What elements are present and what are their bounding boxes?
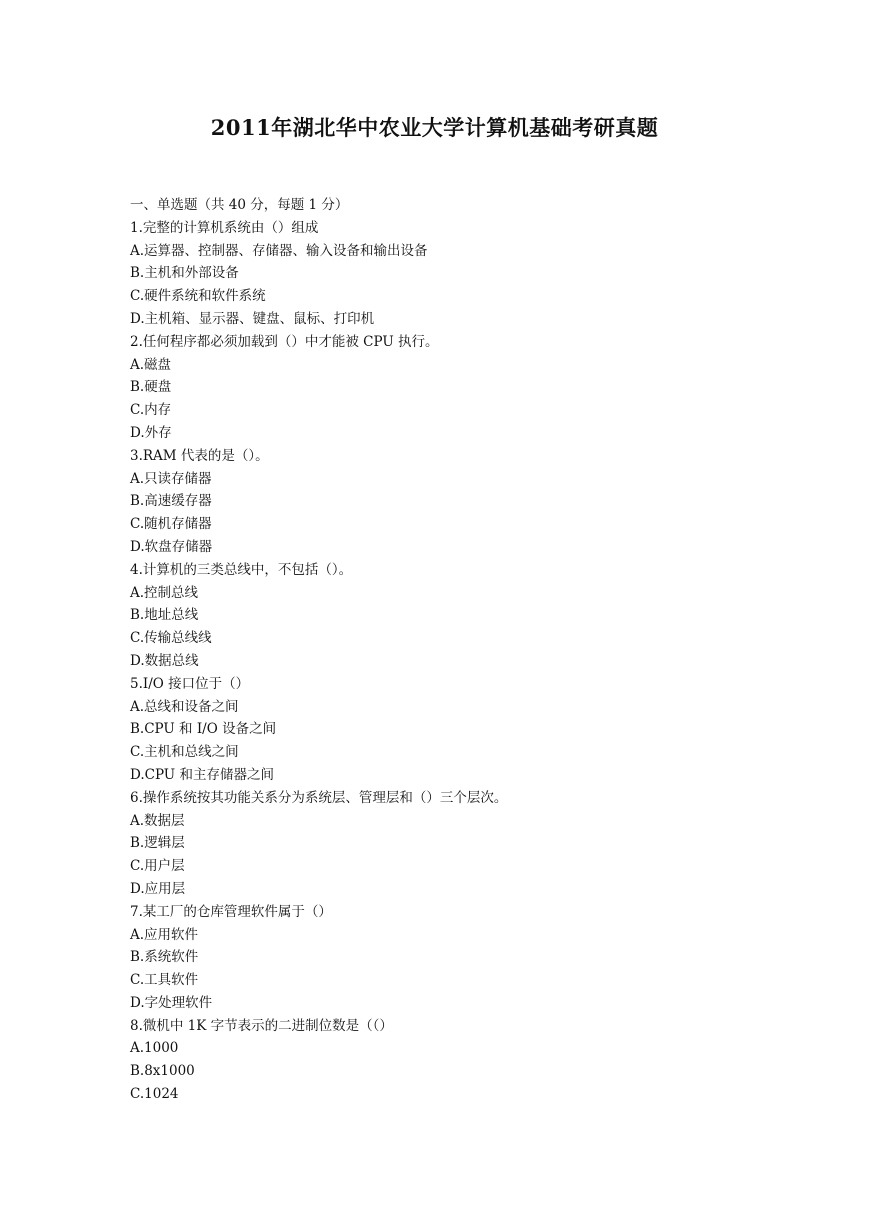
question-stem: 2.任何程序都必须加载到（）中才能被 CPU 执行。 — [130, 333, 439, 350]
option-d: D.CPU 和主存储器之间 — [130, 766, 274, 783]
option-b: B.高速缓存器 — [130, 493, 212, 510]
option-b: B.8x1000 — [130, 1063, 195, 1080]
option-d: D.主机箱、显示器、键盘、鼠标、打印机 — [130, 310, 375, 327]
question-7 — [130, 901, 750, 1015]
question-list — [130, 194, 750, 1106]
option-b: B.主机和外部设备 — [130, 265, 239, 282]
section-heading: 一、单选题（共 40 分，每题 1 分） — [130, 197, 349, 213]
option-d: D.数据总线 — [130, 652, 199, 669]
option-a: A.控制总线 — [130, 584, 199, 601]
option-b: B.逻辑层 — [130, 835, 185, 852]
question-8 — [130, 1015, 750, 1106]
option-d: D.外存 — [130, 424, 172, 441]
option-a: A.应用软件 — [130, 926, 199, 943]
option-b: B.系统软件 — [130, 949, 199, 966]
option-d: D.字处理软件 — [130, 994, 213, 1011]
option-d: D.软盘存储器 — [130, 538, 213, 555]
option-a: A.数据层 — [130, 812, 185, 829]
question-4 — [130, 559, 750, 673]
option-a: A.总线和设备之间 — [130, 698, 239, 715]
page-title: 2011年湖北华中农业大学计算机基础考研真题 — [210, 115, 659, 140]
question-stem: 7.某工厂的仓库管理软件属于（） — [130, 903, 332, 920]
option-c: C.主机和总线之间 — [130, 744, 239, 761]
question-stem: 4.计算机的三类总线中，不包括（）。 — [130, 561, 353, 578]
option-c: C.用户层 — [130, 858, 185, 875]
option-b: B.CPU 和 I/O 设备之间 — [130, 721, 277, 738]
question-stem: 6.操作系统按其功能关系分为系统层、管理层和（）三个层次。 — [130, 789, 508, 806]
question-5 — [130, 673, 750, 787]
option-c: C.工具软件 — [130, 972, 199, 989]
option-a: A.只读存储器 — [130, 470, 212, 487]
question-stem: 1.完整的计算机系统由（）组成 — [130, 219, 319, 236]
question-2 — [130, 331, 750, 445]
question-6 — [130, 787, 750, 901]
question-1 — [130, 217, 750, 331]
option-a: A.磁盘 — [130, 356, 172, 373]
option-a: A.运算器、控制器、存储器、输入设备和输出设备 — [130, 242, 428, 259]
option-c: C.硬件系统和软件系统 — [130, 288, 266, 305]
option-c: C.传输总线线 — [130, 630, 212, 647]
option-b: B.地址总线 — [130, 607, 199, 624]
option-a: A.1000 — [130, 1040, 179, 1057]
question-stem: 5.I/O 接口位于（） — [130, 675, 250, 692]
question-stem: 3.RAM 代表的是（）。 — [130, 447, 269, 464]
question-3 — [130, 445, 750, 559]
option-c: C.1024 — [130, 1086, 179, 1103]
option-c: C.内存 — [130, 402, 172, 419]
option-d: D.应用层 — [130, 880, 186, 897]
question-stem: 8.微机中 1K 字节表示的二进制位数是（（） — [130, 1017, 393, 1034]
option-b: B.硬盘 — [130, 379, 172, 396]
option-c: C.随机存储器 — [130, 516, 212, 533]
